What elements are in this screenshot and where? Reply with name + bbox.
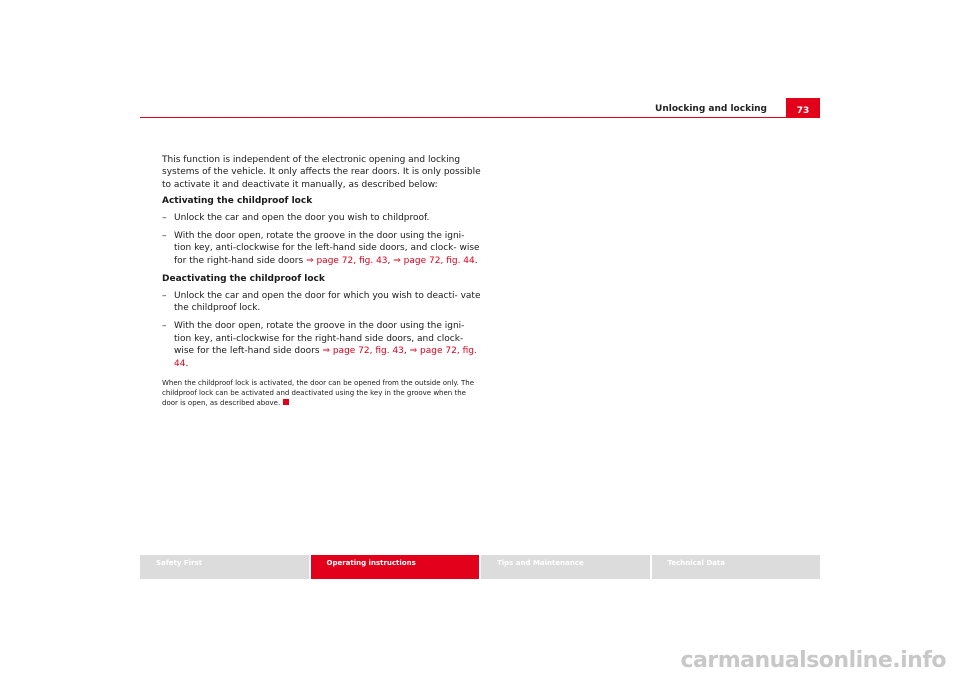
tab-safety-first[interactable]: Safety First [140,555,309,579]
dash-bullet: – [162,321,167,332]
footer-nav [140,555,820,579]
step-text: Unlock the car and open the door for which you wish to deacti- vate the childproof lock. [174,290,481,314]
note-text: When the childproof lock is activated, the door can be opened from the outside only. The childproof lock can be activated and deactivated using the key in the groove when the door is open, as described above. [162,379,475,408]
section-title: Unlocking and locking [655,104,767,114]
tab-technical-data[interactable]: Technical Data [652,555,821,579]
note-paragraph [162,378,482,408]
page-reference-link[interactable]: ⇒ page 72, fig. 44 [174,346,477,369]
page-reference-link[interactable]: ⇒ page 72, fig. 43 [306,255,388,266]
tab-tips-and-maintenance[interactable]: Tips and Maintenance [481,555,650,579]
list-item: – With the door open, rotate the groove in the door using the igni- tion key, anti-clockwise for the right-hand side doors, and clock- wise for the left-hand side doors ⇒ page 72, fig. 43, ⇒ page 72, fig. 44. [162,321,477,369]
end-square-icon [283,399,289,405]
step-text: With the door open, rotate the groove in the door using the igni- tion key, anti-clockwise for the left-hand side doors, and clock- wise for the right-hand side doors [174,231,480,266]
watermark: carmanualsonline.info [680,648,946,673]
list-item [162,290,482,315]
activate-heading: Activating the childproof lock [162,196,313,207]
main-content [162,154,482,408]
list-item: – With the door open, rotate the groove in the door using the igni- tion key, anti-clockwise for the left-hand side doors, and clock- wise for the right-hand side doors ⇒ page 72, fig. 43, ⇒ page 72, fig. 44. [162,231,480,266]
tab-operating-instructions[interactable]: Operating instructions [311,555,480,579]
step-text: Unlock the car and open the door you wish to childproof. [174,212,430,223]
dash-bullet: – [162,290,167,301]
dash-bullet: – [162,212,167,223]
page-reference-link[interactable]: ⇒ page 72, fig. 44 [393,255,475,266]
deactivate-heading: Deactivating the childproof lock [162,274,325,285]
dash-bullet: – [162,231,167,242]
step-text: With the door open, rotate the groove in the door using the igni- tion key, anti-clockwise for the right-hand side doors, and clock- wise for the left-hand side doors [174,321,465,357]
page-number: 73 [786,98,820,118]
intro-paragraph: This function is independent of the electronic opening and locking systems of the vehicle. It only affects the rear doors. It is only possible to activate it and deactivate it manually, as described below: [162,155,481,190]
list-item [162,212,482,224]
header-divider [140,117,820,118]
page-reference-link[interactable]: ⇒ page 72, fig. 43 [322,346,404,357]
